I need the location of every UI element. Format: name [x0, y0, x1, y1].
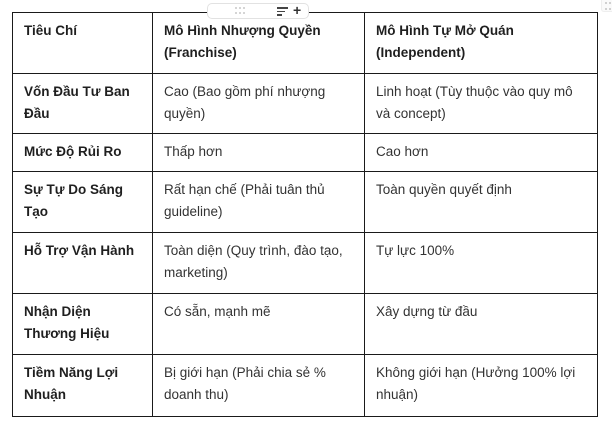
independent-cell: Toàn quyền quyết định	[365, 172, 598, 233]
franchise-cell: Toàn diện (Quy trình, đào tạo, marketing)	[153, 233, 365, 294]
header-franchise: Mô Hình Nhượng Quyền (Franchise)	[153, 13, 365, 74]
independent-cell: Cao hơn	[365, 134, 598, 172]
table-row	[13, 233, 598, 294]
franchise-cell: Cao (Bao gồm phí nhượng quyền)	[153, 74, 365, 134]
independent-cell: Tự lực 100%	[365, 233, 598, 294]
criterion-cell: Tiềm Năng Lợi Nhuận	[13, 355, 153, 417]
table-row	[13, 134, 598, 172]
franchise-cell: Có sẵn, mạnh mẽ	[153, 294, 365, 355]
independent-cell: Không giới hạn (Hưởng 100% lợi nhuận)	[365, 355, 598, 417]
table-row	[13, 294, 598, 355]
table-header-row	[13, 13, 598, 74]
independent-cell: Linh hoạt (Tùy thuộc vào quy mô và concept)	[365, 74, 598, 134]
criterion-cell: Vốn Đầu Tư Ban Đầu	[13, 74, 153, 134]
franchise-cell: Rất hạn chế (Phải tuân thủ guideline)	[153, 172, 365, 233]
drag-handle-icon[interactable]	[235, 7, 247, 16]
table-row	[13, 74, 598, 134]
corner-drag-handle-icon[interactable]	[601, 0, 612, 12]
comparison-table	[12, 12, 598, 417]
franchise-cell: Bị giới hạn (Phải chia sẻ % doanh thu)	[153, 355, 365, 417]
criterion-cell: Hỗ Trợ Vận Hành	[13, 233, 153, 294]
add-icon[interactable]: +	[293, 2, 302, 18]
table-row	[13, 355, 598, 417]
franchise-cell: Thấp hơn	[153, 134, 365, 172]
header-independent: Mô Hình Tự Mở Quán (Independent)	[365, 13, 598, 74]
header-criteria: Tiêu Chí	[13, 13, 153, 74]
table-toolbar	[207, 3, 309, 19]
criterion-cell: Mức Độ Rủi Ro	[13, 134, 153, 172]
sort-icon[interactable]	[277, 7, 288, 16]
criterion-cell: Nhận Diện Thương Hiệu	[13, 294, 153, 355]
criterion-cell: Sự Tự Do Sáng Tạo	[13, 172, 153, 233]
independent-cell: Xây dựng từ đầu	[365, 294, 598, 355]
table-row	[13, 172, 598, 233]
